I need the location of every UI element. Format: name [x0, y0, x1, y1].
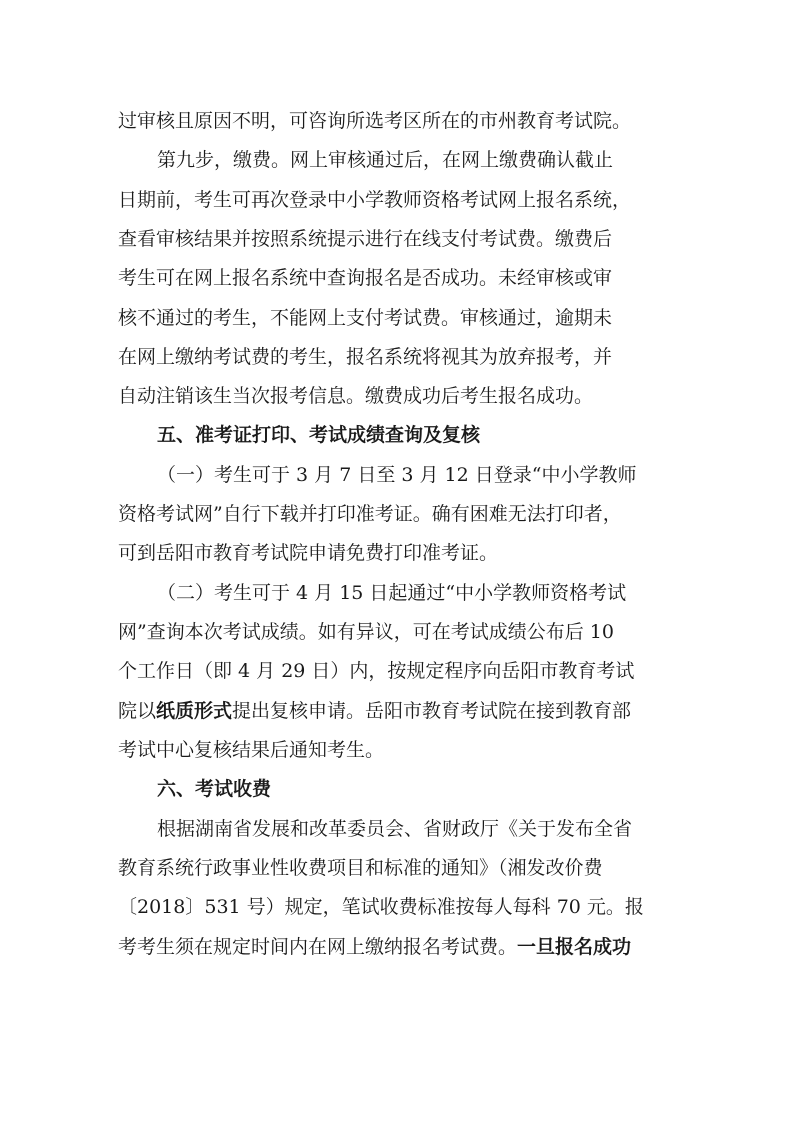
body-line: 自动注销该生当次报考信息。缴费成功后考生报名成功。: [118, 385, 594, 407]
bold-text-paper-form: 纸质形式: [156, 700, 233, 722]
paragraph-item-two: （二）考生可于 4 月 15 日起通过“中小学教师资格考试: [157, 582, 627, 604]
text-run: 提出复核申请。岳阳市教育考试院在接到教育部: [232, 700, 632, 722]
text-run: 考考生须在规定时间内在网上缴纳报名考试费。: [118, 936, 518, 958]
section-heading-five: 五、准考证打印、考试成绩查询及复核: [157, 424, 481, 446]
section-heading-six: 六、考试收费: [157, 778, 272, 800]
body-line: 核不通过的考生，不能网上支付考试费。审核通过，逾期未: [118, 307, 613, 329]
body-line: 可到岳阳市教育考试院申请免费打印准考证。: [118, 542, 499, 564]
body-line: 过审核且原因不明，可咨询所选考区所在的市州教育考试院。: [118, 110, 632, 132]
body-line: 〔2018〕531 号）规定，笔试收费标准按每人每科 70 元。报: [118, 896, 644, 918]
body-line: 日期前，考生可再次登录中小学教师资格考试网上报名系统，: [118, 189, 632, 211]
body-line: 个工作日（即 4 月 29 日）内，按规定程序向岳阳市教育考试: [118, 660, 635, 682]
text-run: 院以: [118, 700, 157, 722]
body-line: 在网上缴纳考试费的考生，报名系统将视其为放弃报考，并: [118, 346, 613, 368]
body-line: 考生可在网上报名系统中查询报名是否成功。未经审核或审: [118, 267, 613, 289]
body-line: [118, 933, 678, 961]
paragraph-fees: 根据湖南省发展和改革委员会、省财政厅《关于发布全省: [157, 818, 633, 840]
body-line: [118, 697, 678, 725]
body-line: 资格考试网”自行下载并打印准考证。确有困难无法打印者，: [118, 503, 622, 525]
body-line: 教育系统行政事业性收费项目和标准的通知》（湘发改价费: [118, 857, 603, 879]
body-line: 网”查询本次考试成绩。如有异议，可在考试成绩公布后 10: [118, 621, 614, 643]
body-line: 考试中心复核结果后通知考生。: [118, 739, 385, 761]
body-line: 查看审核结果并按照系统提示进行在线支付考试费。缴费后: [118, 228, 613, 250]
paragraph-step-nine: 第九步，缴费。网上审核通过后，在网上缴费确认截止: [157, 149, 614, 171]
paragraph-item-one: （一）考生可于 3 月 7 日至 3 月 12 日登录“中小学教师: [157, 464, 637, 486]
bold-text-once-registered: 一旦报名成功: [517, 936, 632, 958]
